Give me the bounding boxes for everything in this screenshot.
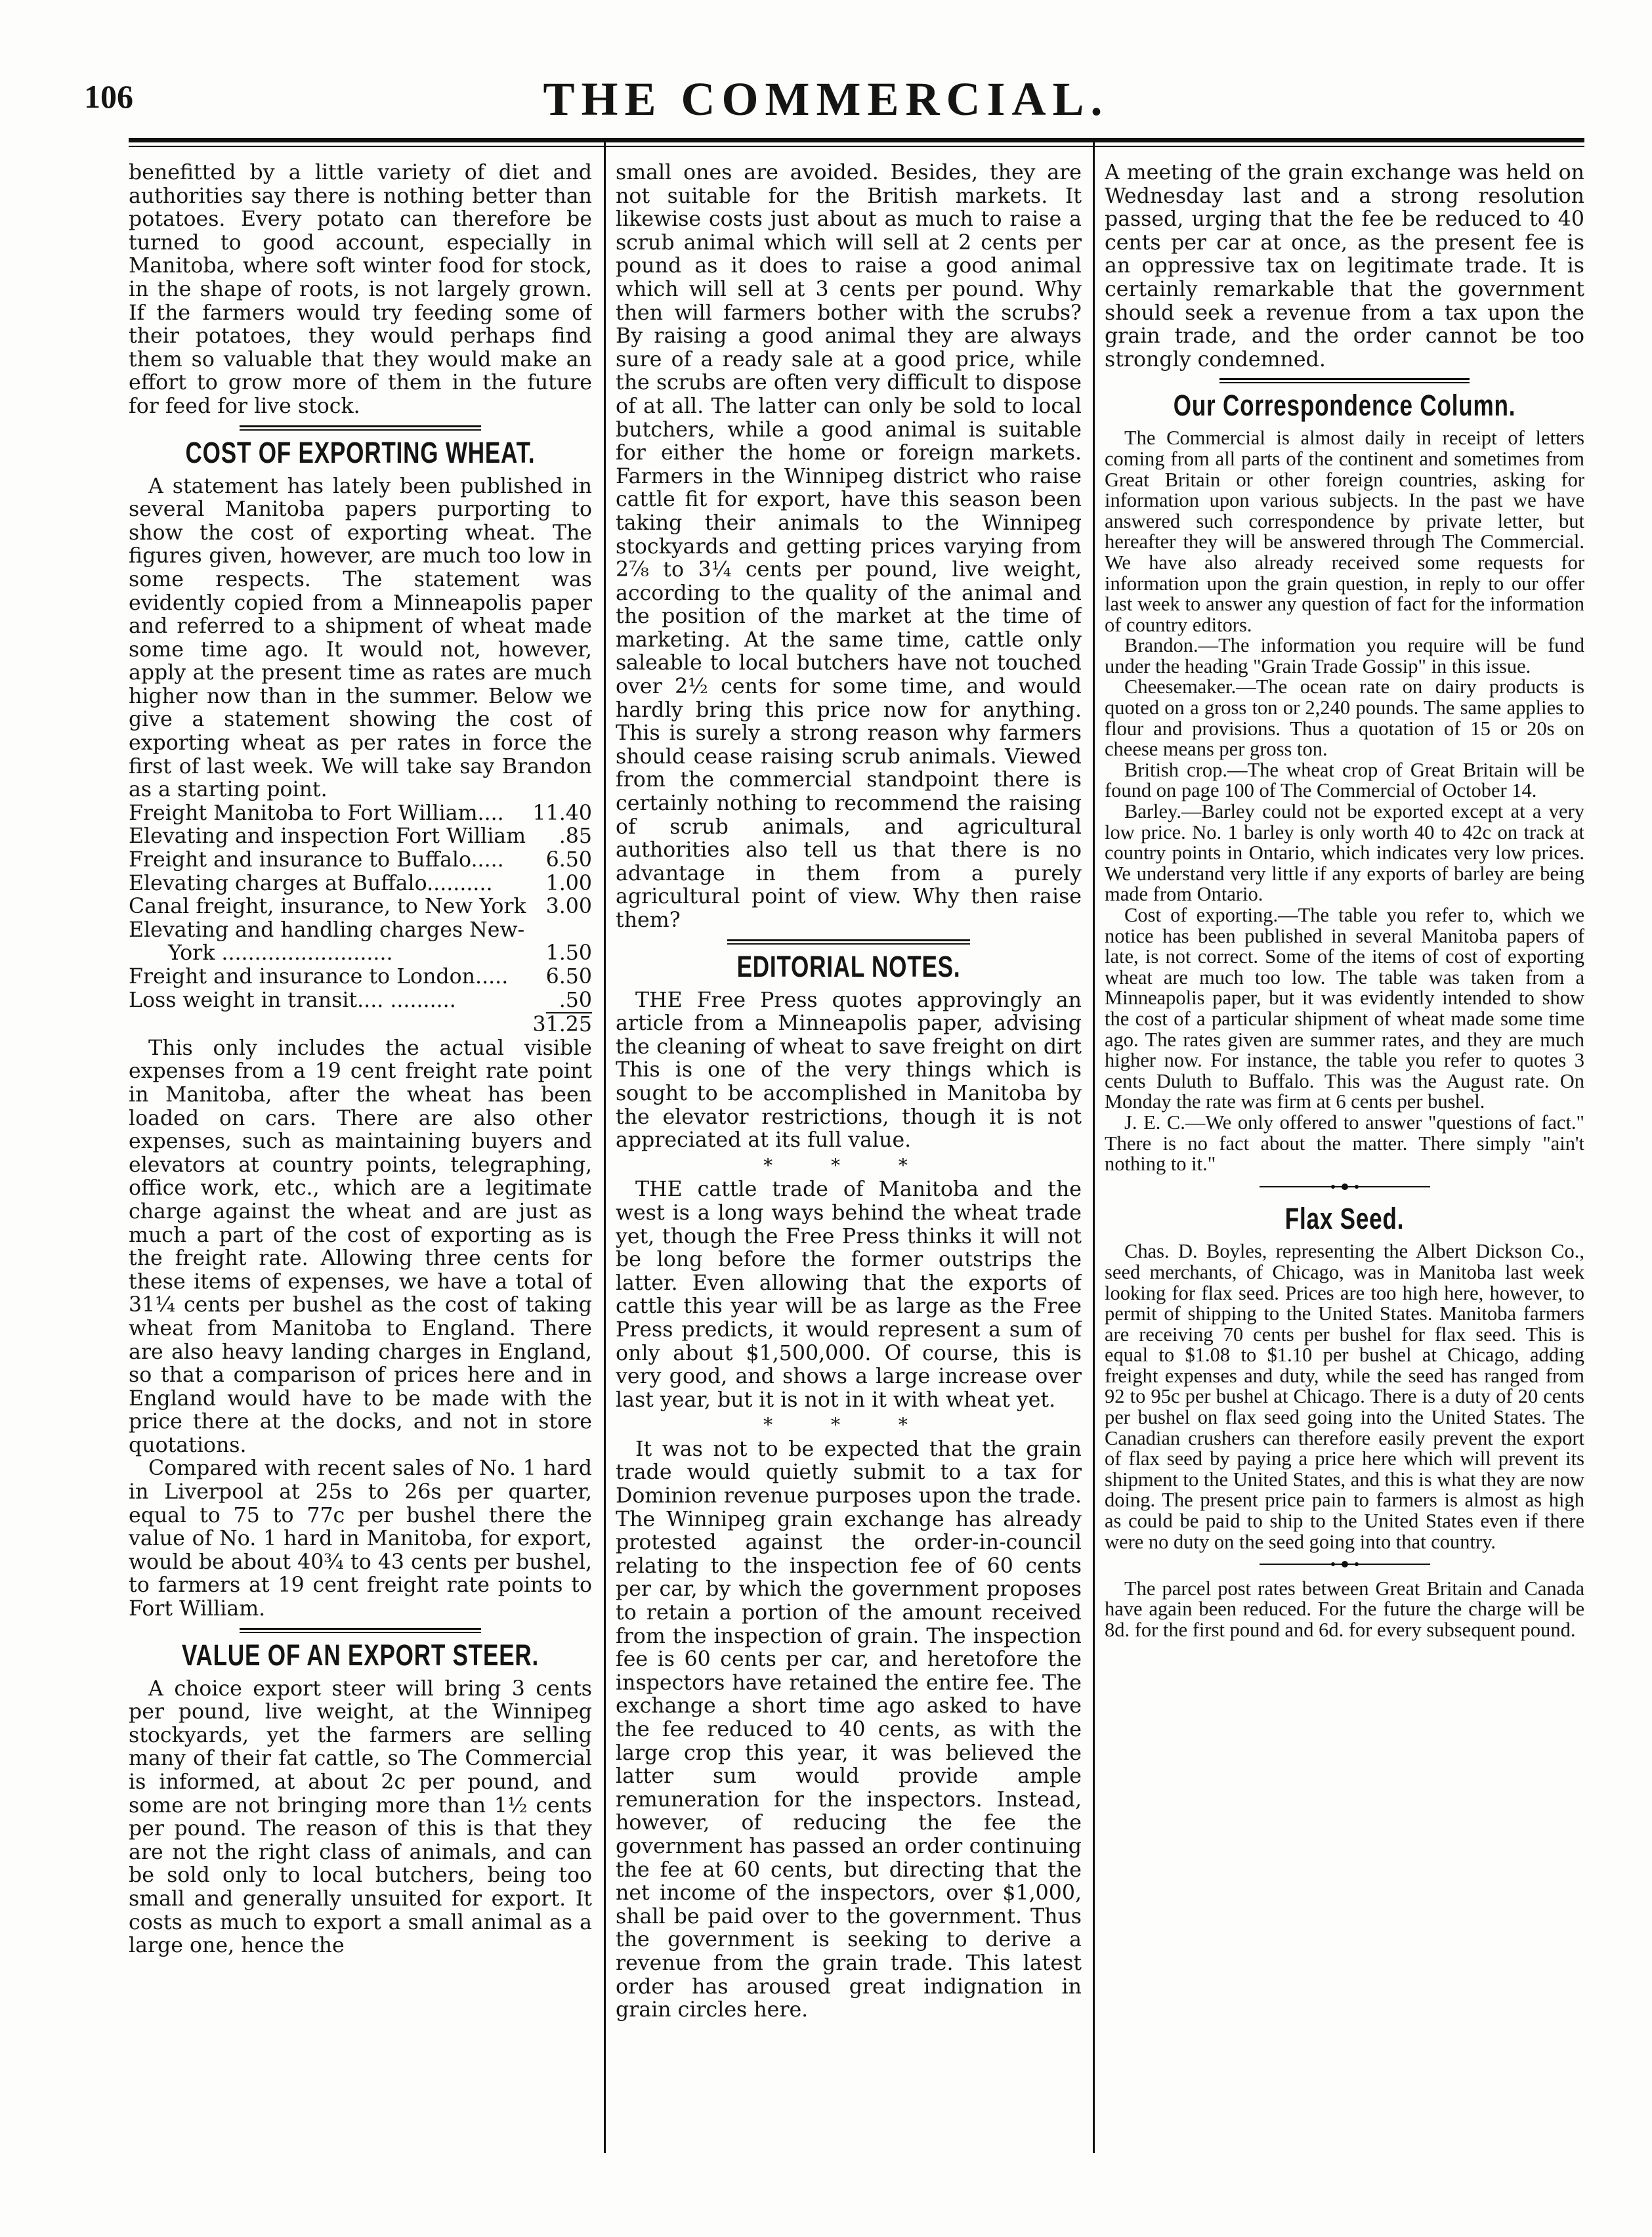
ornament-rule [1105,1178,1584,1199]
cost-total: 31.25 [532,1013,592,1037]
cost-row: Freight and insurance to Buffalo..... 6.50 [129,848,592,872]
paragraph-scrub-animals: small ones are avoided. Besides, they are not suitable for the British markets. It likewise costs just about as much to raise a scrub animal which will sell at 2 cents per pound as it does to raise a good animal which will sell at 3 cents per pound. Why then will farmers bother with the scrubs? By raising a good animal they are always sure of a ready sale at a good price, while the scrubs are often very difficult to dispose of at all. The latter can only be sold to local butchers, while a good animal is suitable for either the home or foreign markets. Farmers in the Winnipeg district who raise cattle fit for export, have this season been taking their animals to the Winnipeg stockyards and getting prices varying from 2⅞ to 3¼ cents per pound, live weight, according to the quality of the animal and the position of the market at the time of marketing. At the same time, cattle only saleable to local butchers have not touched over 2½ cents for some time, and would hardly bring this price now for anything. This is surely a strong reason why farmers should cease raising scrub animals. Viewed from the commercial standpoint there is certainly nothing to recommend the raising of scrub animals, and agricultural authorities also tell us that there is no advantage in them from a purely agricultural point of view. Why then raise them? [616,161,1082,932]
masthead-rule-thick [129,138,1584,142]
cost-row: Freight Manitoba to Fort William.... 11.40 [129,801,592,825]
paragraph-barley: Barley.—Barley could not be exported except at a very low price. No. 1 barley is only worth 40 to 42c on track at country points in Ontario, which indicates very low prices. We understand very little if any exports of barley are being made from Ontario. [1105,800,1584,906]
heading-cost-of-exporting-wheat: COST OF EXPORTING WHEAT. [185,435,536,469]
paragraph-cattle-trade: THE cattle trade of Manitoba and the west is a long ways behind the wheat trade yet, though the Free Press thinks it will not be long before the former outstrips the latter. Even allowing that the exports of cattle this year will be as large as the Free Press predicts, it would represent a sum of only about $1,500,000. Of course, this is very good, and shows a large increase over last year, but it is not in it with wheat yet. [616,1178,1082,1412]
column-divider-1 [604,138,606,2153]
cost-row: Canal freight, insurance, to New York 3.00 [129,895,592,919]
paragraph-expenses: This only includes the actual visible expenses from a 19 cent freight rate point in Manitoba, after the wheat has been loaded on cars. There are also other expenses, such as maintaining buyers and elevators at country points, telegraphing, office work, etc., which are a legitimate charge against the wheat and are just as much a part of the cost of exporting as is the freight rate. Allowing three cents for these items of expenses, we have a total of 31¼ cents per bushel as the cost of taking wheat from Manitoba to England. There are also heavy landing charges in England, so that a comparison of prices here and in England would have to be made with the price there at the docks, and not in store quotations. [129,1036,592,1457]
paragraph-steer: A choice export steer will bring 3 cents per pound, live weight, at the Winnipeg stockyards, yet the farmers are selling many of their fat cattle, so The Commercial is informed, at about 2c per pound, and some are not bringing more than 1½ cents per pound. The reason of this is that they are not the right class of animals, and can be sold only to local butchers, being too small and generally unsuited for export. It costs as much to export a small animal as a large one, hence the [129,1676,592,1958]
heading-flax-seed: Flax Seed. [1284,1202,1405,1236]
section-rule [1219,378,1469,383]
column-divider-2 [1093,138,1095,2153]
paragraph-correspondence-intro: The Commercial is almost daily in receipt of letters coming from all parts of the continent and sometimes from Great Britain or other foreign countries, asking for information upon various subjects. In the past we have answered such correspondence by private letter, but hereafter they will be answered through The Commercial. We have also already received some requests for information upon the grain question, in reply to our offer last week to answer any question of fact for the information of country editors. [1105,427,1584,636]
paragraph-cheesemaker: Cheesemaker.—The ocean rate on dairy products is quoted on a gross ton or 2,240 pounds. The same applies to flour and provisions. Thus a quotation of 15 or 20s on cheese means per gross ton. [1105,675,1584,761]
cost-row: Freight and insurance to London..... 6.50 [129,965,592,989]
cost-row: Elevating and handling charges New- [129,918,525,942]
masthead-rule-thin [129,146,1584,147]
paragraph-grain-exchange-meeting: A meeting of the grain exchange was held on Wednesday last and a strong resolution passed, urging that the fee be reduced to 40 cents per car at once, as the present fee is an oppressive tax on legitimate trade. It is certainly remarkable that the government should seek a revenue from a tax upon the grain trade, and the order cannot be too strongly condemned. [1105,161,1584,372]
ornament-icon [1260,1560,1430,1569]
paragraph-cost-of-exporting: Cost of exporting.—The table you refer to, which we notice has been published in several Manitoba papers of late, is not correct. Some of the items of cost of exporting wheat are much too low. The table was taken from a Minneapolis paper, but it was evidently intended to show the cost of a particular shipment of wheat made some time ago. The rates given are summer rates, and they are much higher now. For instance, the table you refer to quotes 3 cents Duluth to Buffalo. This was the August rate. On Monday the rate was firm at 6 cents per bushel. [1105,904,1584,1113]
separator-stars: * * * [763,1154,934,1176]
separator-stars: * * * [763,1414,934,1436]
paragraph-liverpool: Compared with recent sales of No. 1 hard in Liverpool at 25s to 26s per quarter, equal to 75 to 77c per bushel there the value of No. 1 hard in Manitoba, for export, would be about 40¾ to 43 cents per bushel, to farmers at 19 cent freight rate points to Fort William. [129,1457,592,1621]
paragraph-free-press: THE Free Press quotes approvingly an article from a Minneapolis paper, advising the cleaning of wheat to save freight on dirt This is one of the very things which is sought to be accomplished in Manitoba by the elevator restrictions, though it is not appreciated at its full value. [616,988,1082,1153]
heading-value-of-export-steer: VALUE OF AN EXPORT STEER. [181,1638,540,1672]
cost-row: Elevating charges at Buffalo.......... 1.00 [129,871,592,895]
paragraph-potatoes: benefitted by a little variety of diet and authorities say there is nothing better than potatoes. Every potato can therefore be turned to good account, especially in Manitoba, where soft winter food for stock, in the shape of roots, is not largely grown. If the farmers would try feeding some of their potatoes, they would perhaps find them so valuable that they would make an effort to grow more of them in the future for feed for live stock. [129,161,592,418]
section-rule [240,1628,480,1633]
correspondence-body [1105,428,1584,1640]
ornament-icon [1260,1182,1430,1191]
paragraph-statement: A statement has lately been published in several Manitoba papers purporting to show the cost of exporting wheat. The figures given, however, are much too low in some respects. The statement was evidently copied from a Minneapolis paper and referred to a shipment of wheat made some time ago. It would not, however, apply at the present time as rates are much higher now than in the summer. Below we give a statement showing the cost of exporting wheat as per rates in force the first of last week. We will take say Brandon as a starting point. [129,474,592,802]
heading-correspondence-column: Our Correspondence Column. [1173,389,1516,423]
paragraph-jec: J. E. C.—We only offered to answer "questions of fact." There is no fact about the matter. There simply "ain't nothing to it." [1105,1111,1584,1176]
section-rule [727,939,969,945]
paragraph-flax-seed: Chas. D. Boyles, representing the Albert Dickson Co., seed merchants, of Chicago, was in Manitoba last week looking for flax seed. Prices are too high here, however, to permit of shipping to the United States. Manitoba farmers are receiving 70 cents per bushel for flax seed. This is equal to $1.08 to $1.10 per bushel at Chicago, adding freight expenses and duty, while the seed has ranged from 92 to 95c per bushel at Chicago. There is a duty of 20 cents per bushel on flax seed going into the United States. The Canadian crushers can therefore easily prevent the export of flax seed by paying a price here which will prevent its shipment to the United States, and this is what they are now doing. The present price pain to farmers is almost as high as could be paid to ship to the United States even if there were no duty on the seed going into that country. [1105,1240,1584,1553]
column-3 [1105,161,1584,2204]
masthead-title: THE COMMERCIAL. [543,73,1109,125]
column-2 [616,161,1082,2204]
column-1 [129,161,592,2204]
cost-table [129,802,592,1037]
cost-row: Loss weight in transit.... .......... .50 [129,988,592,1012]
page-number: 106 [84,78,133,115]
ornament-rule [1105,1555,1584,1576]
paragraph-brandon: Brandon.—The information you require will be fund under the heading "Grain Trade Gossip" in this issue. [1105,634,1584,677]
paragraph-parcel-post: The parcel post rates between Great Britain and Canada have again been reduced. For the future the charge will be 8d. for the first pound and 6d. for every subsequent pound. [1105,1577,1584,1641]
section-rule [240,425,480,431]
cost-row: York .......................... 1.50 [168,941,592,966]
paragraph-british-crop: British crop.—The wheat crop of Great Britain will be found on page 100 of The Commercial of October 14. [1105,758,1584,802]
paragraph-grain-tax: It was not to be expected that the grain trade would quietly submit to a tax for Dominion revenue purposes upon the trade. The Winnipeg grain exchange has already protested against the order-in-council relating to the inspection fee of 60 cents per car, by which the government proposes to retain a portion of the amount received from the inspection of grain. The inspection fee is 60 cents per car, and heretofore the inspectors have retained the entire fee. The exchange a short time ago asked to have the fee reduced to 40 cents, as with the large crop this year, it was believed the latter sum would provide ample remuneration for the inspectors. Instead, however, of reducing the fee the government has passed an order continuing the fee at 60 cents, but directing that the net income of the inspectors, over $1,000, shall be paid over to the government. Thus the government is seeking to derive a revenue from the grain trade. This latest order has aroused great indignation in grain circles here. [616,1437,1082,2022]
heading-editorial-notes: EDITORIAL NOTES. [736,949,961,983]
cost-row: Elevating and inspection Fort William .85 [129,824,592,849]
